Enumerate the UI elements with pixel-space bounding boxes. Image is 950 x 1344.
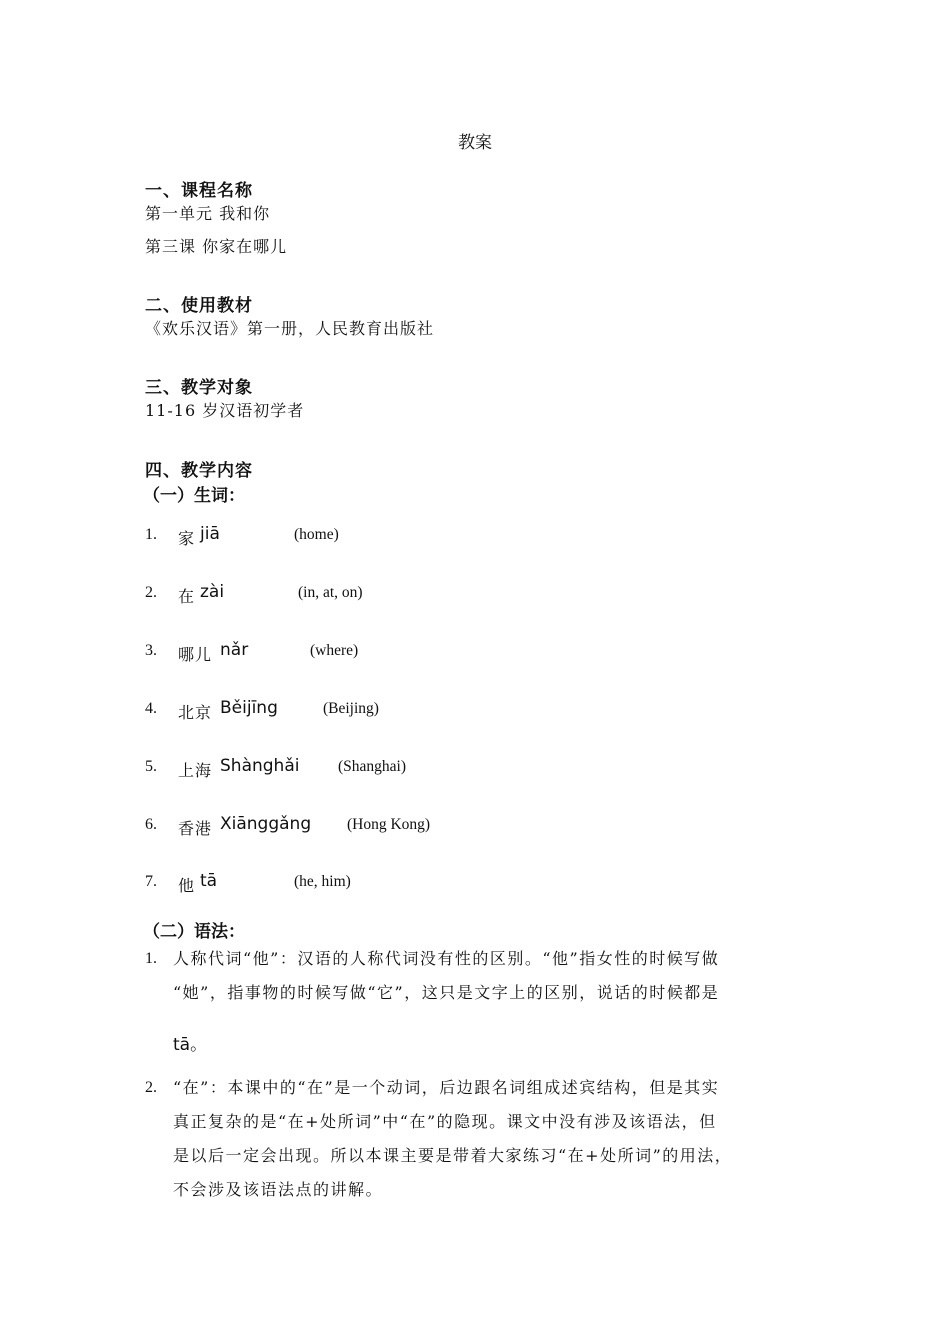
section-heading-content: 四、教学内容 [145,461,253,481]
vocab-chinese: 上海 [178,761,213,780]
vocab-number: 6. [145,816,157,833]
vocab-english: (Shanghai) [338,758,407,775]
vocab-english: (home) [294,526,339,543]
vocab-pinyin: Xiānggǎng [220,814,312,834]
grammar-point-line: tā。 [173,1035,208,1055]
grammar-point-line: “她”，指事物的时候写做“它”，这只是文字上的区别，说话的时候都是 [173,983,720,1002]
vocab-chinese: 他 [178,876,196,895]
vocab-number: 4. [145,700,157,717]
vocab-chinese: 在 [178,587,196,606]
section-heading-material: 二、使用教材 [145,296,253,316]
audience-text: 11-16 岁汉语初学者 [145,401,305,420]
course-unit: 第一单元 我和你 [145,204,271,223]
document-title: 教案 [458,133,492,153]
vocab-number: 3. [145,642,157,659]
vocab-english: (where) [310,642,359,659]
course-lesson: 第三课 你家在哪儿 [145,237,288,256]
vocab-english: (he, him) [294,873,351,890]
section-heading-audience: 三、教学对象 [145,378,253,398]
grammar-point-line: 真正复杂的是“在+处所词”中“在”的隐现。课文中没有涉及该语法，但 [173,1112,717,1131]
vocab-english: (in, at, on) [298,584,363,601]
vocab-number: 2. [145,584,157,601]
grammar-heading: （二）语法： [143,922,245,942]
vocab-pinyin: Běijīng [220,698,278,718]
vocab-number: 5. [145,758,157,775]
vocab-pinyin: tā [200,871,218,891]
vocab-pinyin: jiā [200,524,220,544]
vocab-heading: （一）生词： [143,486,245,506]
vocab-pinyin: Shànghǎi [220,756,300,776]
vocab-chinese: 香港 [178,819,213,838]
vocab-chinese: 哪儿 [178,645,213,664]
grammar-point-line: 人称代词“他”：汉语的人称代词没有性的区别。“他”指女性的时候写做 [173,949,720,968]
grammar-point-line: 是以后一定会出现。所以本课主要是带着大家练习“在+处所词”的用法， [173,1146,733,1165]
vocab-number: 1. [145,526,157,543]
vocab-pinyin: nǎr [220,640,249,660]
grammar-point-line: “在”：本课中的“在”是一个动词，后边跟名词组成述宾结构，但是其实 [173,1078,720,1097]
grammar-number: 2. [145,1079,157,1096]
grammar-point-line: 不会涉及该语法点的讲解。 [173,1180,384,1199]
vocab-english: (Hong Kong) [347,816,431,833]
vocab-chinese: 家 [178,529,196,548]
vocab-chinese: 北京 [178,703,213,722]
vocab-english: (Beijing) [323,700,379,717]
grammar-number: 1. [145,950,157,967]
vocab-number: 7. [145,873,157,890]
section-heading-course: 一、课程名称 [145,181,253,201]
vocab-pinyin: zài [200,582,225,602]
material-text: 《欢乐汉语》第一册，人民教育出版社 [145,319,435,338]
